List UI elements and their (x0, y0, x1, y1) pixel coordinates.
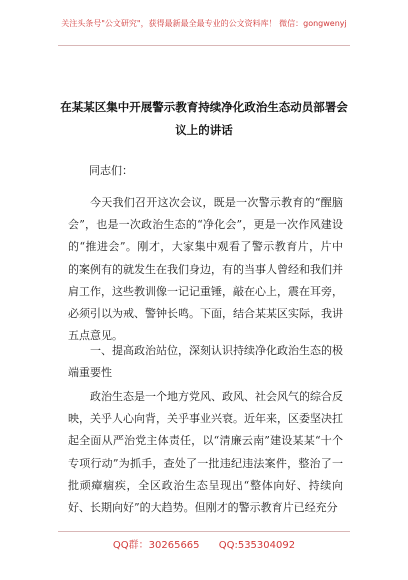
document-title-line-1: 在某某区集中开展警示教育持续净化政治生态动员部署会 (60, 100, 348, 114)
document-title-line-2: 议上的讲话 (175, 123, 233, 137)
salutation: 同志们： (89, 164, 133, 177)
paragraph-2-text: 政治生态是一个地方党风、政风、社会风气的综合反映，关乎人心向背，关乎事业兴衰。近年来，区委坚决扛起全面从严治党主体责任，以“清廉云南”建设某某“十个专项行动”为抓手，查处了一批违纪违法案件，整治了一批顽瘴痼疾，全区政治生态呈现出“整体向好、持续向好、长期向好”的大趋势。但刚才的警示教育片已经充分 (68, 390, 343, 515)
footer-divider (58, 531, 350, 532)
body-paragraph-2 (68, 386, 343, 519)
footer-qq: QQ:535304092 (218, 540, 296, 551)
paragraph-1-text: 今天我们召开这次会议，既是一次警示教育的“醒脑会”，也是一次政治生态的“净化会”，更是一次作风建设的“推进会”。刚才，大家集中观看了警示教育片，片中的案例有的就发生在我们身边，有的当事人曾经和我们并肩工作，这些教训像一记记重锤，敲在心上，震在耳旁，必须引以为戒、警钟长鸣。下面，结合某某区实际，我讲五点意见。 (68, 196, 343, 343)
section-heading-1: 一、提高政治站位，深刻认识持续净化政治生态的极端重要性 (68, 344, 343, 380)
footer-contact (0, 536, 408, 551)
header-divider (58, 45, 350, 46)
body-paragraph-1 (68, 192, 343, 347)
footer-qq-group: QQ群：30265665 (112, 540, 200, 551)
header-banner: 关注头条号"公文研究"，获得最新最全最专业的公文资料库！ 微信：gongwenyj (61, 19, 347, 28)
